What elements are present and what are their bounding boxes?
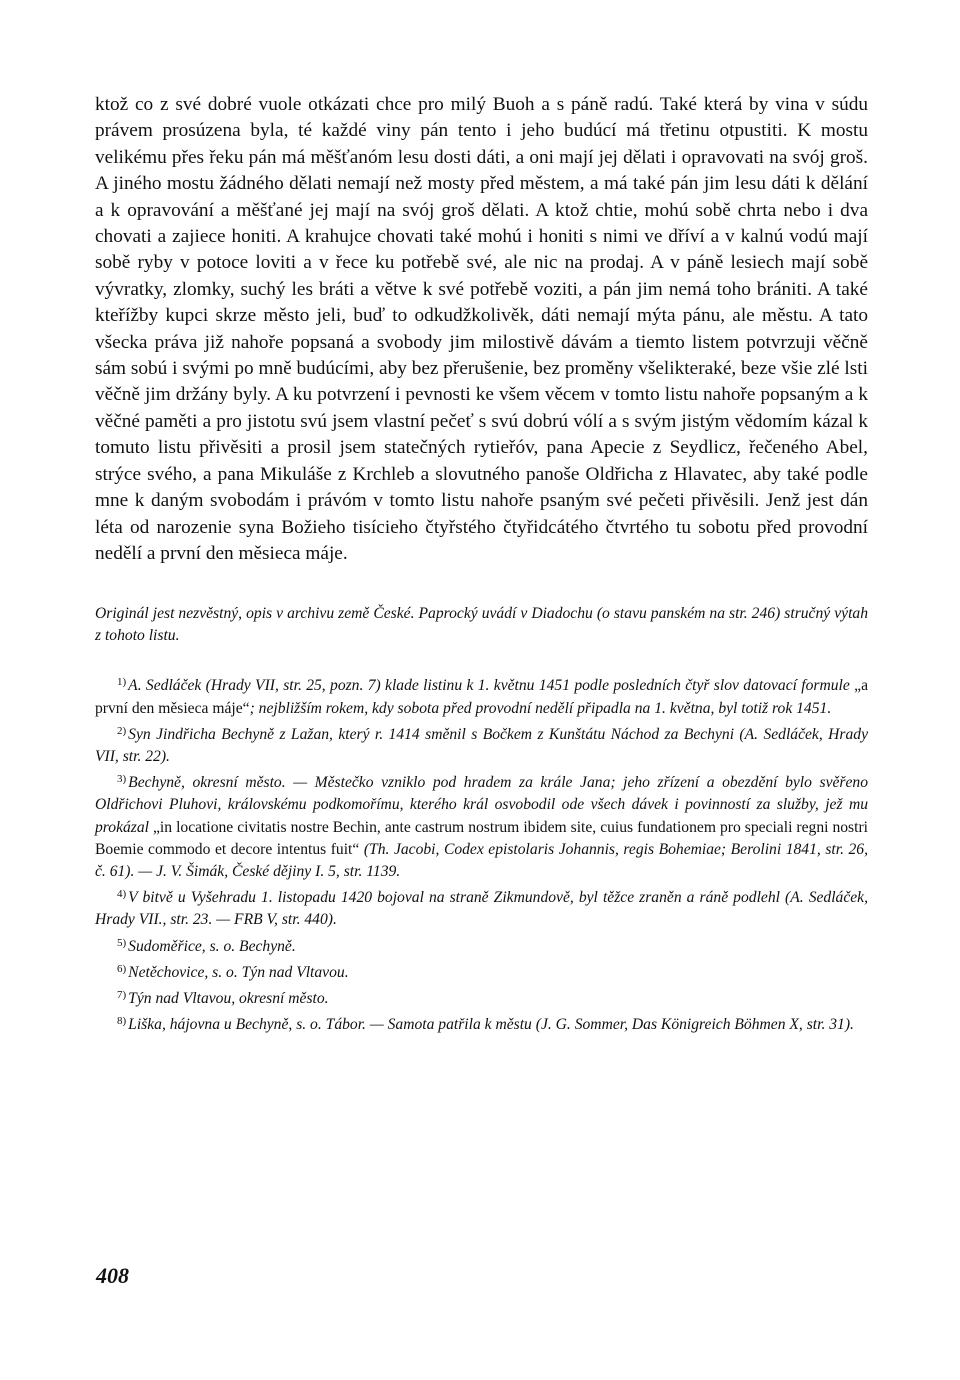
footnote-mark: 1) (117, 676, 127, 689)
footnote (95, 883, 868, 931)
footnote (95, 720, 868, 768)
footnote-text: (Th. Jacobi, Codex epistolaris Johannis, regis Bohemiae; Berolini 1841, str. 26, č. 61). — J. V. Šimák, České dějiny I. 5, str. 1139. (95, 840, 868, 880)
footnote-text: A. Sedláček (Hrady VII, str. 25, pozn. 7) klade listinu k 1. květnu 1451 podle posledních čtyř slov datovací formule (128, 677, 855, 695)
footnote (95, 671, 868, 719)
page-number: 408 (96, 1263, 129, 1288)
footnote-mark: 2) (117, 724, 127, 737)
source-note: Originál jest nezvěstný, opis v archivu země České. Paprocký uvádí v Diadochu (o stavu panském na str. 246) stručný výtah z tohoto listu. (95, 605, 868, 645)
footnote-mark: 4) (117, 888, 127, 901)
footnote-mark: 7) (117, 988, 127, 1001)
footnote-mark: 6) (117, 962, 127, 975)
footnote-mark: 5) (117, 936, 127, 949)
footnote-text: V bitvě u Vyšehradu 1. listopadu 1420 bojoval na straně Zikmundově, byl těžce zraněn a ráně podlehl (A. Sedláček, Hrady VII., str. 23. — FRB V, str. 440). (95, 889, 868, 929)
footnote (95, 958, 868, 984)
footnotes (95, 671, 868, 1036)
footnote-text: Bechyně, okresní město. — Městečko vzniklo pod hradem za krále Jana; jeho zřízení a obezdění bylo svěřeno Oldřichovi Pluhovi, královskému podkomořímu, kterého král osvobodil ode všech dávek i povinností za služby, jež mu prokázal (95, 774, 868, 836)
footnote-mark: 3) (117, 773, 127, 786)
footnote-text: ; nejbližším rokem, kdy sobota před provodní nedělí připadla na 1. května, byl totiž rok 1451. (249, 699, 832, 717)
footnote-quote: „a první den měsieca máje“ (95, 677, 868, 717)
page-content (95, 92, 868, 1036)
footnote-text: Sudoměřice, s. o. Bechyně. (128, 937, 296, 955)
footnote-text: Liška, hájovna u Bechyně, s. o. Tábor. — Samota patřila k městu (J. G. Sommer, Das Königreich Böhmen X, str. 31). (128, 1016, 854, 1034)
footnote (95, 768, 868, 883)
footnote-mark: 8) (117, 1015, 127, 1028)
footnote (95, 984, 868, 1010)
footnote-text: Syn Jindřicha Bechyně z Lažan, který r. 1414 směnil s Bočkem z Kunštátu Náchod za Bechyni (A. Sedláček, Hrady VII, str. 22). (95, 725, 868, 765)
footnote (95, 1010, 868, 1036)
footnote-text: Netěchovice, s. o. Týn nad Vltavou. (128, 963, 349, 981)
footnote (95, 932, 868, 958)
main-text: ktož co z své dobré vuole otkázati chce pro milý Buoh a s páně radú. Také která by vina v súdu právem prosúzena byla, té každé viny pán tento i jeho budúcí má třetinu otpustiti. K mostu velikému přes řeku pán má měšťanóm lesu dosti dáti, a oni mají jej dělati i opravovati na svój groš. A jiného mostu žádného dělati nemají než mosty před městem, a má také pán jim lesu dáti k dělání a k opravování a měšťané jej mají na svój groš dělati. A ktož chtie, mohú sobě chrta nebo i dva chovati a zajiece honiti. A krahujce chovati také mohú i honiti s nimi ve dříví a v kalnú vodú mají sobě ryby v potoce loviti a v řece ku potřebě své, ale nic na prodaj. A v páně lesiech mají sobě vývratky, zlomky, suchý les bráti a větve k své potřebě voziti, a pán jim nemá toho brániti. A také kteřížby kupci skrze město jeli, buď to odkudžkolivěk, dáti nemají mýta pánu, ale městu. A tato všecka práva již nahoře popsaná a svobody jim milostivě dávám a tiemto listem potvrzuji věčně sám sobú i svými po mně budúcími, aby bez přerušenie, bez proměny všelikteraké, beze všie zlé lsti věčně jim držány byly. A ku potvrzení i pevnosti ke všem věcem v tomto listu nahoře popsaným a k věčné paměti a pro jistotu svú jsem vlastní pečeť s svú dobrú vólí a s svým jistým vědomím kázal k tomuto listu přivěsiti a prosil jsem statečných rytieřóv, pana Apecie z Seydlicz, řečeného Abel, strýce svého, a pana Mikuláše z Krchleb a slovutného panoše Oldřicha z Hlavatec, aby také podle mne k daným svobodám i právóm v tomto listu nahoře psaným své pečeti přivěsili. Jenž jest dán léta od narozenie syna Božieho tisícieho čtyřstého čtyřidcátého čtvrtého tu sobotu před provodní nedělí a první den měsieca máje. (95, 94, 868, 564)
footnote-quote: „in locatione civitatis nostre Bechin, ante castrum nostrum ibidem site, cuius fundationem pro speciali regni nostri Boemie commodo et decore intentus fuit“ (95, 818, 868, 858)
footnote-text: Týn nad Vltavou, okresní město. (128, 989, 329, 1007)
